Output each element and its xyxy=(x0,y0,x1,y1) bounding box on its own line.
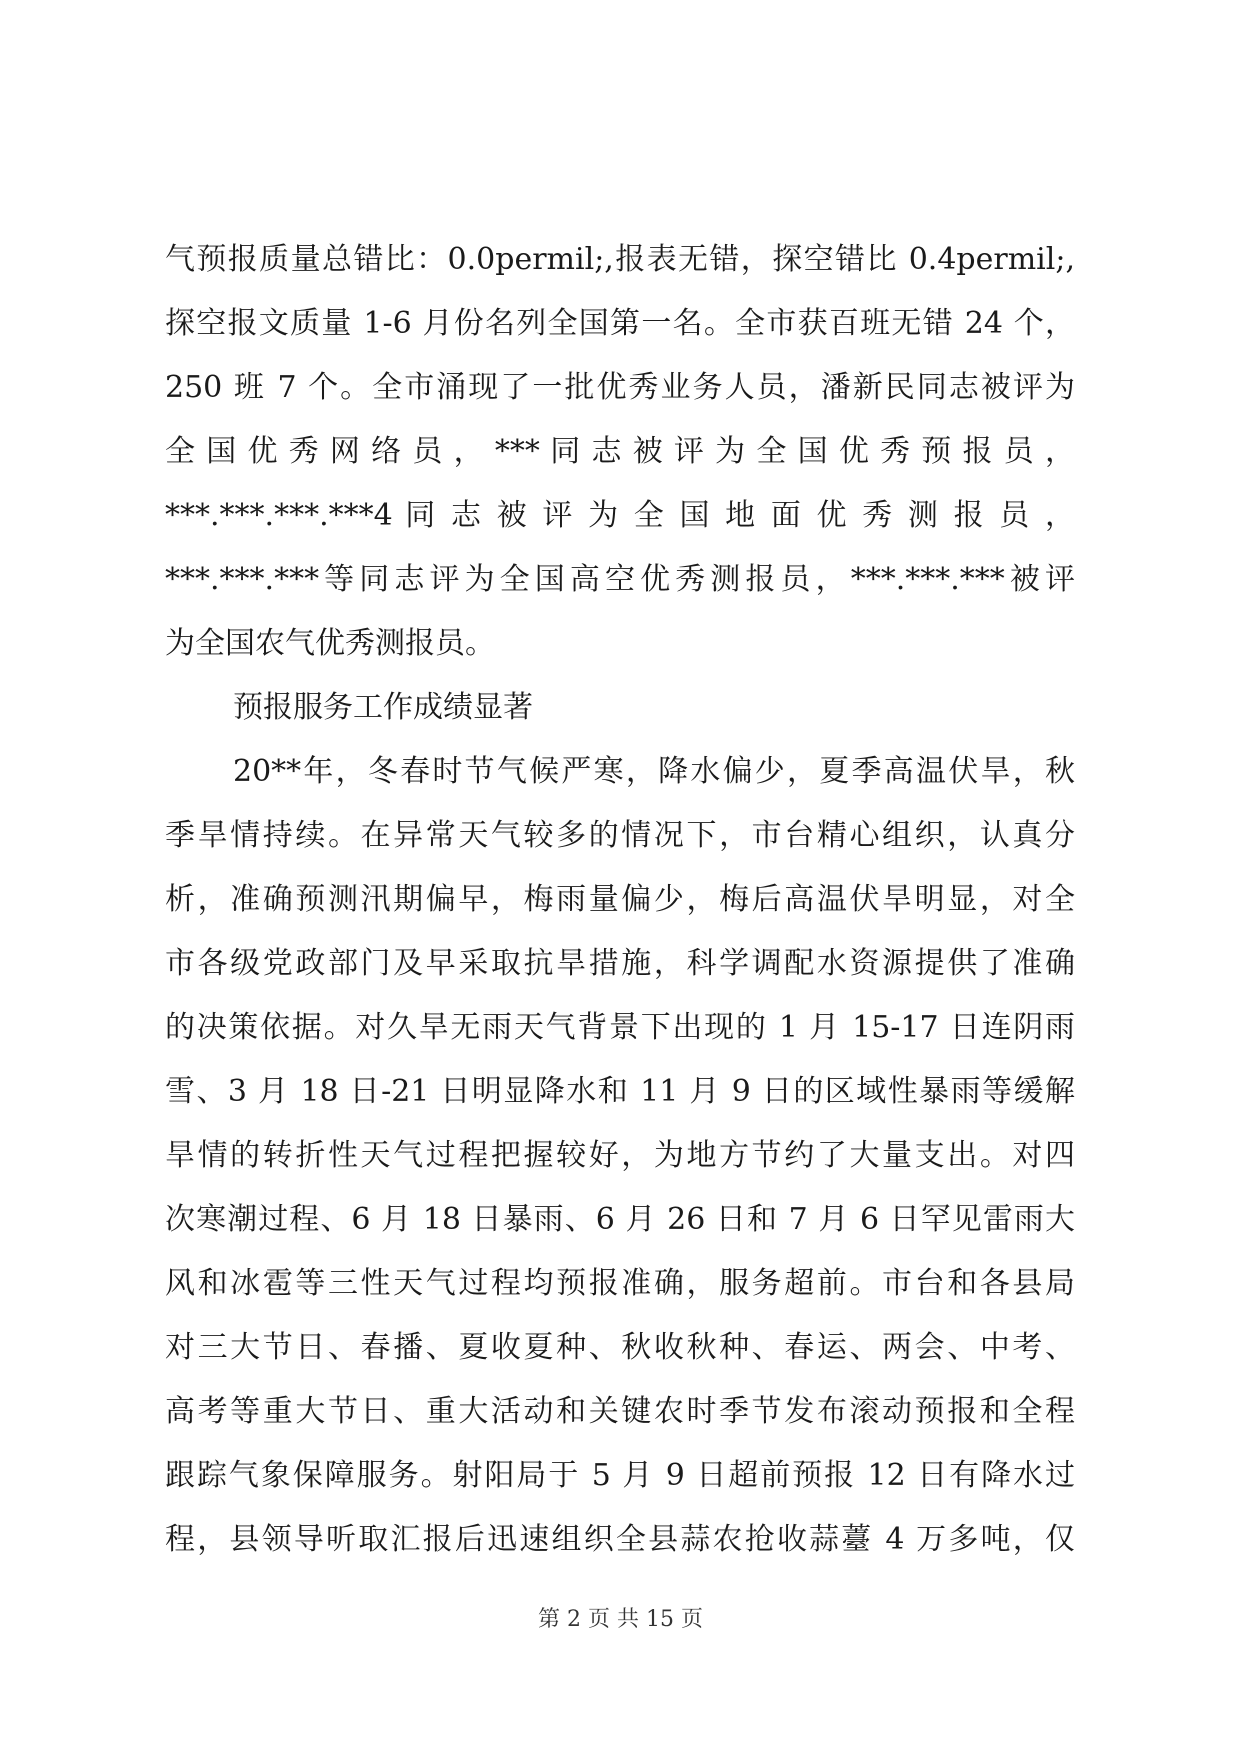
text-line: 析，准确预测汛期偏早，梅雨量偏少，梅后高温伏旱明显，对全 xyxy=(165,882,1075,917)
text-line: 程，县领导听取汇报后迅速组织全县蒜农抢收蒜薹 4 万多吨，仅 xyxy=(165,1522,1075,1557)
text-line: ***.***.***等同志评为全国高空优秀测报员，***.***.***被评 xyxy=(165,562,1075,597)
text-line: 气预报质量总错比：0.0permil;,报表无错，探空错比 0.4permil;, xyxy=(165,242,1075,277)
text-line: 20**年，冬春时节气候严寒，降水偏少，夏季高温伏旱，秋 xyxy=(233,754,1075,789)
text-line: 次寒潮过程、6 月 18 日暴雨、6 月 26 日和 7 月 6 日罕见雷雨大 xyxy=(165,1202,1075,1237)
text-line: 探空报文质量 1-6 月份名列全国第一名。全市获百班无错 24 个， xyxy=(165,306,1075,341)
text-line: ***.***.***.***4 同 志 被 评 为 全 国 地 面 优 秀 测 报 员 ， xyxy=(165,498,1075,533)
text-line: 风和冰雹等三性天气过程均预报准确，服务超前。市台和各县局 xyxy=(165,1266,1075,1301)
paragraph-1 xyxy=(165,228,1075,676)
text-line: 的决策依据。对久旱无雨天气背景下出现的 1 月 15-17 日连阴雨 xyxy=(165,1010,1075,1045)
text-line: 250 班 7 个。全市涌现了一批优秀业务人员，潘新民同志被评为 xyxy=(165,370,1075,405)
text-line: 旱情的转折性天气过程把握较好，为地方节约了大量支出。对四 xyxy=(165,1138,1075,1173)
document-body xyxy=(165,228,1075,1572)
text-line: 对三大节日、春播、夏收夏种、秋收秋种、春运、两会、中考、 xyxy=(165,1330,1075,1365)
text-line: 全 国 优 秀 网 络 员 ， *** 同 志 被 评 为 全 国 优 秀 预 报 员 ， xyxy=(165,434,1075,469)
section-heading: 预报服务工作成绩显著 xyxy=(233,690,533,725)
text-line: 跟踪气象保障服务。射阳局于 5 月 9 日超前预报 12 日有降水过 xyxy=(165,1458,1075,1493)
text-line: 雪、3 月 18 日-21 日明显降水和 11 月 9 日的区域性暴雨等缓解 xyxy=(165,1074,1075,1109)
text-line: 高考等重大节日、重大活动和关键农时季节发布滚动预报和全程 xyxy=(165,1394,1075,1429)
page-footer: 第 2 页 共 15 页 xyxy=(538,1607,703,1632)
text-line: 市各级党政部门及早采取抗旱措施，科学调配水资源提供了准确 xyxy=(165,946,1075,981)
paragraph-2 xyxy=(165,740,1075,1572)
text-line: 为全国农气优秀测报员。 xyxy=(165,626,495,661)
text-line: 季旱情持续。在异常天气较多的情况下，市台精心组织，认真分 xyxy=(165,818,1075,853)
